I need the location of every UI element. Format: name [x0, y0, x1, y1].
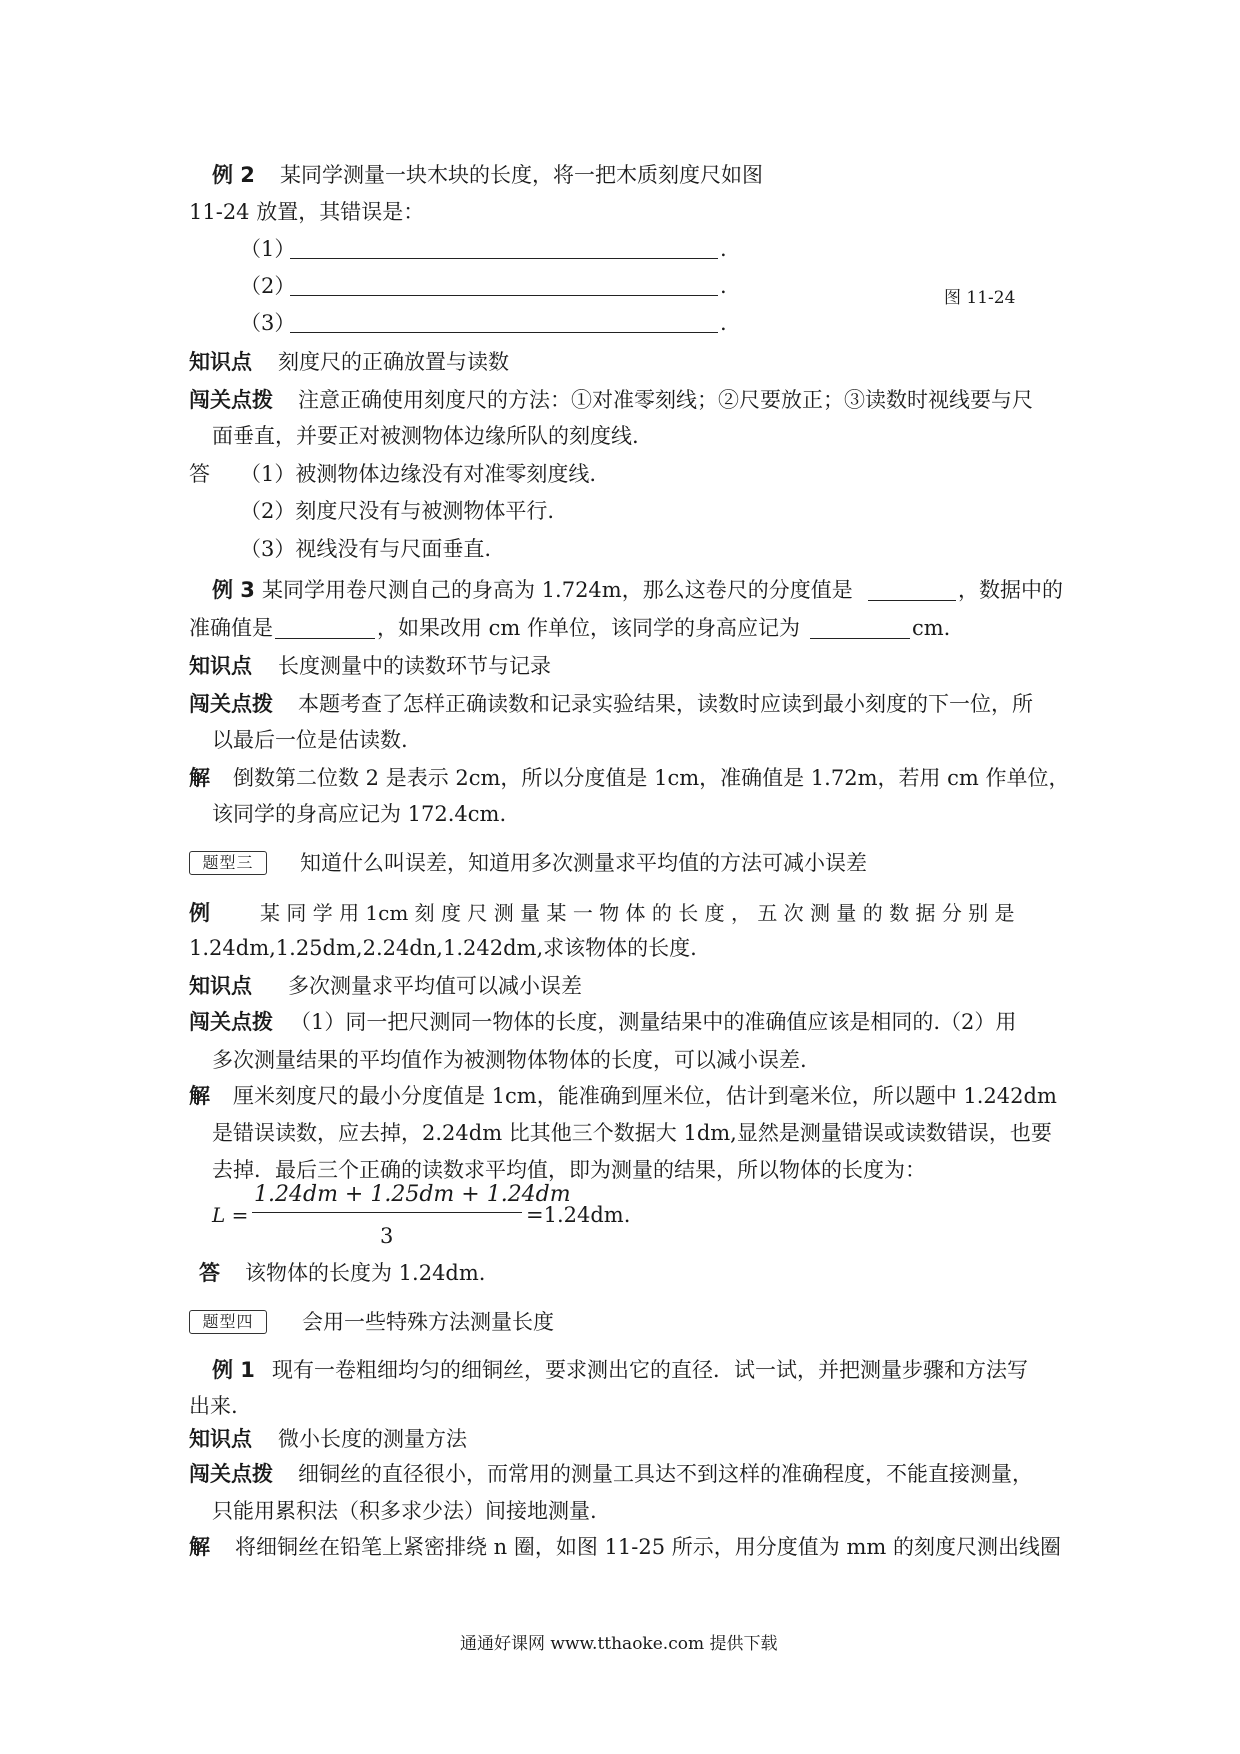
example3-solution-line2: 该同学的身高应记为 172.4cm. — [212, 802, 507, 826]
example2-knowledge-text: 刻度尺的正确放置与读数 — [278, 350, 509, 374]
formula-fraction-bar — [252, 1212, 522, 1213]
example2-blank1-line — [290, 258, 718, 259]
example-t3-answer-label: 答 — [199, 1261, 220, 1285]
footer-text: 通通好课网 www.tthaoke.com 提供下载 — [460, 1634, 778, 1654]
formula-lhs: L = — [212, 1203, 249, 1227]
example3-tip-line2: 以最后一位是估读数. — [212, 728, 408, 752]
example3-line2-b: ，如果改用 cm 作单位，该同学的身高应记为 — [377, 616, 801, 640]
example-t3-line1: 某 同 学 用 1cm 刻 度 尺 测 量 某 一 物 体 的 长 度 ， 五 次 测 量 的 数 据 分 别 是 — [260, 901, 1015, 925]
example2-blank2-label: （2） — [240, 274, 296, 298]
example2-answer2: （2）刻度尺没有与被测物体平行. — [240, 499, 555, 523]
example3-line2-c: cm. — [912, 616, 951, 640]
example2-question-line1: 某同学测量一块木块的长度，将一把木质刻度尺如图 — [280, 163, 763, 187]
example3-blank-height — [810, 638, 910, 639]
example2-tip-line1: 注意正确使用刻度尺的方法：①对准零刻线；②尺要放正；③读数时视线要与尺 — [298, 388, 1033, 412]
topic4-badge: 题型四 — [189, 1310, 267, 1334]
example1-t4-solution-line1: 将细铜丝在铅笔上紧密排绕 n 圈，如图 11-25 所示，用分度值为 mm 的刻度尺测出线圈 — [235, 1535, 1061, 1559]
example1-t4-tip-line2: 只能用累积法（积多求少法）间接地测量. — [212, 1499, 597, 1523]
example-t3-tip-label: 闯关点拨 — [189, 1010, 273, 1034]
topic3-title: 知道什么叫误差，知道用多次测量求平均值的方法可减小误差 — [300, 851, 867, 875]
example3-tip-label: 闯关点拨 — [189, 692, 273, 716]
formula-denominator: 3 — [380, 1224, 394, 1248]
example3-solution-line1: 倒数第二位数 2 是表示 2cm，所以分度值是 1cm，准确值是 1.72m，若用 cm 作单位， — [233, 766, 1070, 790]
example2-blank1-period: . — [720, 237, 727, 261]
topic4-title: 会用一些特殊方法测量长度 — [302, 1310, 554, 1334]
example1-t4-solution-label: 解 — [189, 1535, 210, 1559]
example1-t4-line2: 出来. — [189, 1394, 238, 1418]
example1-t4-knowledge-text: 微小长度的测量方法 — [278, 1427, 467, 1451]
example2-label: 例 2 — [212, 163, 255, 187]
example-t3-solution-label: 解 — [189, 1084, 210, 1108]
example2-blank2-line — [290, 295, 718, 296]
example2-blank2-period: . — [720, 274, 727, 298]
example2-knowledge-label: 知识点 — [189, 350, 252, 374]
example1-t4-line1: 现有一卷粗细均匀的细铜丝，要求测出它的直径．试一试，并把测量步骤和方法写 — [272, 1358, 1028, 1382]
example3-solution-label: 解 — [189, 766, 210, 790]
formula-numerator: 1.24dm + 1.25dm + 1.24dm — [254, 1182, 571, 1207]
example2-answer-label: 答 — [189, 462, 210, 486]
example-t3-line2: 1.24dm,1.25dm,2.24dn,1.242dm,求该物体的长度. — [189, 936, 697, 960]
example2-answer1: （1）被测物体边缘没有对准零刻度线. — [240, 462, 597, 486]
topic3-badge: 题型三 — [189, 851, 267, 875]
example3-knowledge-text: 长度测量中的读数环节与记录 — [278, 654, 551, 678]
example3-line2-a: 准确值是 — [189, 616, 273, 640]
example-t3-knowledge-label: 知识点 — [189, 974, 252, 998]
example2-blank1-label: （1） — [240, 237, 296, 261]
example-t3-solution-line3: 去掉．最后三个正确的读数求平均值，即为测量的结果，所以物体的长度为： — [212, 1158, 926, 1182]
example2-tip-label: 闯关点拨 — [189, 388, 273, 412]
example-t3-knowledge-text: 多次测量求平均值可以减小误差 — [288, 974, 582, 998]
example2-question-line2: 11-24 放置，其错误是： — [189, 200, 425, 224]
example1-t4-tip-line1: 细铜丝的直径很小，而常用的测量工具达不到这样的准确程度，不能直接测量， — [298, 1462, 1033, 1486]
example-t3-solution-line2: 是错误读数，应去掉，2.24dm 比其他三个数据大 1dm,显然是测量错误或读数错误，也要 — [212, 1121, 1052, 1145]
formula-rhs: =1.24dm. — [526, 1203, 631, 1227]
example-t3-tip-line1: （1）同一把尺测同一物体的长度，测量结果中的准确值应该是相同的.（2）用 — [290, 1010, 1017, 1034]
example3-knowledge-label: 知识点 — [189, 654, 252, 678]
example2-tip-line2: 面垂直，并要正对被测物体边缘所队的刻度线. — [212, 424, 639, 448]
example1-t4-tip-label: 闯关点拨 — [189, 1462, 273, 1486]
figure-caption: 图 11-24 — [944, 288, 1016, 308]
example2-answer3: （3）视线没有与尺面垂直. — [240, 537, 492, 561]
example3-tip-line1: 本题考查了怎样正确读数和记录实验结果，读数时应读到最小刻度的下一位，所 — [298, 692, 1033, 716]
example1-t4-label: 例 1 — [212, 1358, 255, 1382]
example3-blank-division — [868, 600, 956, 601]
example2-blank3-line — [290, 332, 718, 333]
example3-line1-a: 某同学用卷尺测自己的身高为 1.724m，那么这卷尺的分度值是 — [262, 578, 853, 602]
example-t3-label: 例 — [189, 901, 210, 925]
example2-blank3-period: . — [720, 311, 727, 335]
example3-label: 例 3 — [212, 578, 255, 602]
example-t3-tip-line2: 多次测量结果的平均值作为被测物体物体的长度，可以减小误差. — [212, 1048, 807, 1072]
example3-line1-b: ，数据中的 — [958, 578, 1063, 602]
example-t3-solution-line1: 厘米刻度尺的最小分度值是 1cm，能准确到厘米位，估计到毫米位，所以题中 1.242dm — [233, 1084, 1057, 1108]
example1-t4-knowledge-label: 知识点 — [189, 1427, 252, 1451]
example-t3-answer-text: 该物体的长度为 1.24dm. — [245, 1261, 486, 1285]
example3-blank-accurate — [275, 638, 375, 639]
example2-blank3-label: （3） — [240, 311, 296, 335]
